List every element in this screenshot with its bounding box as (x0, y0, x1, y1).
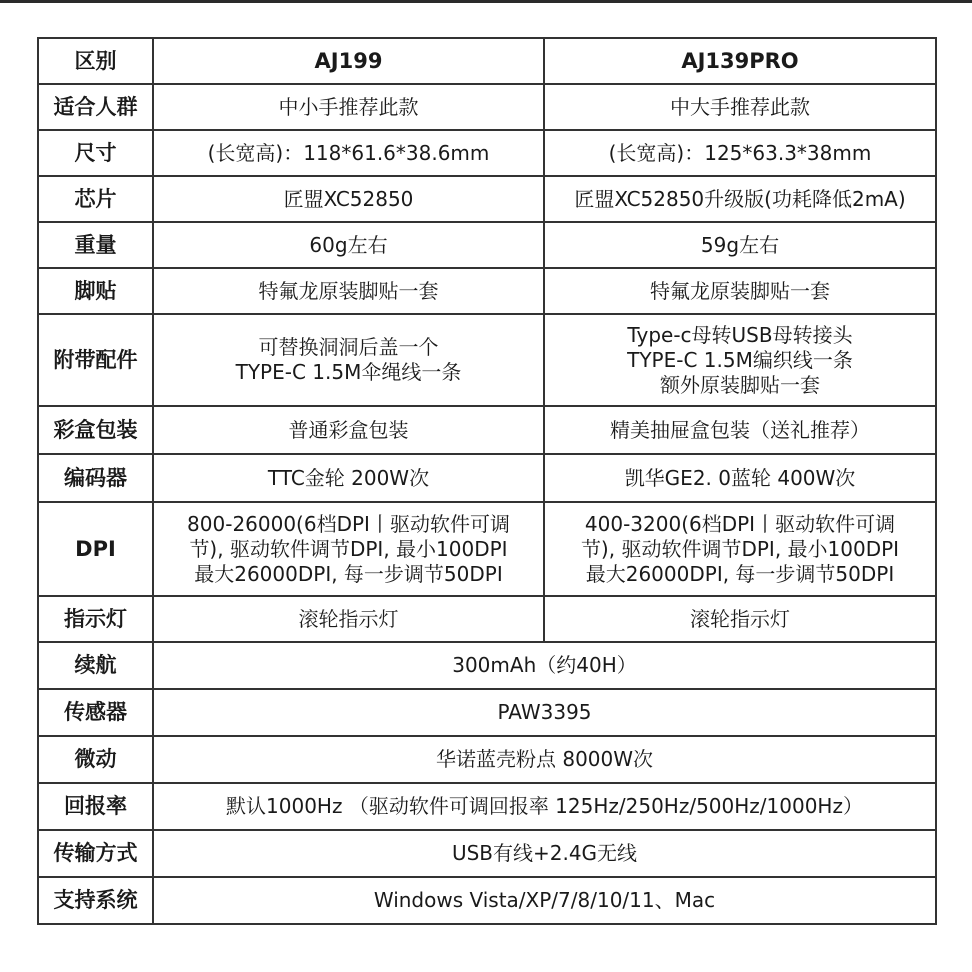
row-indicator (38, 596, 936, 642)
row-label: 支持系统 (38, 877, 153, 924)
cell-model-b (544, 502, 936, 596)
row-label: 附带配件 (38, 314, 153, 406)
cell-model-b (544, 314, 936, 406)
cell-line: 400-3200(6档DPI丨驱动软件可调 (584, 511, 896, 536)
row-weight (38, 222, 936, 268)
cell-model-b: 特氟龙原装脚贴一套 (544, 268, 936, 314)
row-label: 彩盒包装 (38, 406, 153, 454)
row-label: 传感器 (38, 689, 153, 736)
row-label: 编码器 (38, 454, 153, 502)
row-label: 指示灯 (38, 596, 153, 642)
cell-line: 节), 驱动软件调节DPI, 最小100DPI (189, 536, 508, 561)
row-label: 重量 (38, 222, 153, 268)
cell-model-a (153, 314, 544, 406)
cell-line: TYPE-C 1.5M伞绳线一条 (235, 360, 462, 384)
cell-line: Type-c母转USB母转接头 (627, 322, 853, 347)
cell-model-b: (长宽高)：125*63.3*38mm (544, 130, 936, 176)
row-label: 回报率 (38, 783, 153, 830)
row-sensor (38, 689, 936, 736)
row-label: 脚贴 (38, 268, 153, 314)
comparison-table (37, 37, 937, 925)
cell-model-b: 匠盟XC52850升级版(功耗降低2mA) (544, 176, 936, 222)
row-label: 尺寸 (38, 130, 153, 176)
row-feet (38, 268, 936, 314)
row-label: 传输方式 (38, 830, 153, 877)
cell-model-a: 普通彩盒包装 (153, 406, 544, 454)
row-label: DPI (38, 502, 153, 596)
cell-model-a (153, 502, 544, 596)
header-model-b: AJ139PRO (544, 38, 936, 84)
cell-shared: Windows Vista/XP/7/8/10/11、Mac (153, 877, 936, 924)
cell-model-a: TTC金轮 200W次 (153, 454, 544, 502)
cell-shared: 300mAh（约40H） (153, 642, 936, 689)
cell-line: 可替换洞洞后盖一个 (258, 335, 439, 359)
row-switches (38, 736, 936, 783)
row-encoder (38, 454, 936, 502)
row-label: 芯片 (38, 176, 153, 222)
row-packaging (38, 406, 936, 454)
header-row (38, 38, 936, 84)
row-accessories (38, 314, 936, 406)
cell-model-b: 59g左右 (544, 222, 936, 268)
row-os-support (38, 877, 936, 924)
cell-line: 额外原装脚贴一套 (660, 372, 820, 397)
cell-shared: 华诺蓝壳粉点 8000W次 (153, 736, 936, 783)
cell-shared: 默认1000Hz （驱动软件可调回报率 125Hz/250Hz/500Hz/1000Hz） (153, 783, 936, 830)
cell-shared: PAW3395 (153, 689, 936, 736)
row-polling-rate (38, 783, 936, 830)
cell-model-a: 60g左右 (153, 222, 544, 268)
cell-model-b: 中大手推荐此款 (544, 84, 936, 130)
row-connection (38, 830, 936, 877)
cell-model-b: 凯华GE2. 0蓝轮 400W次 (544, 454, 936, 502)
top-border-line (0, 0, 972, 3)
cell-line: TYPE-C 1.5M编织线一条 (627, 347, 853, 372)
row-dpi (38, 502, 936, 596)
cell-line: 最大26000DPI, 每一步调节50DPI (194, 561, 503, 586)
cell-model-a: 滚轮指示灯 (153, 596, 544, 642)
cell-shared: USB有线+2.4G无线 (153, 830, 936, 877)
cell-model-a: 特氟龙原装脚贴一套 (153, 268, 544, 314)
row-target-users (38, 84, 936, 130)
row-label: 续航 (38, 642, 153, 689)
header-label: 区别 (38, 38, 153, 84)
header-model-a: AJ199 (153, 38, 544, 84)
cell-model-a: 匠盟XC52850 (153, 176, 544, 222)
cell-model-a: (长宽高)：118*61.6*38.6mm (153, 130, 544, 176)
row-dimensions (38, 130, 936, 176)
cell-model-b: 精美抽屉盒包装（送礼推荐） (544, 406, 936, 454)
cell-model-a: 中小手推荐此款 (153, 84, 544, 130)
cell-line: 节), 驱动软件调节DPI, 最小100DPI (580, 536, 900, 561)
cell-line: 800-26000(6档DPI丨驱动软件可调 (187, 511, 510, 536)
row-label: 微动 (38, 736, 153, 783)
row-chip (38, 176, 936, 222)
cell-line: 最大26000DPI, 每一步调节50DPI (585, 561, 895, 586)
row-battery (38, 642, 936, 689)
row-label: 适合人群 (38, 84, 153, 130)
cell-model-b: 滚轮指示灯 (544, 596, 936, 642)
